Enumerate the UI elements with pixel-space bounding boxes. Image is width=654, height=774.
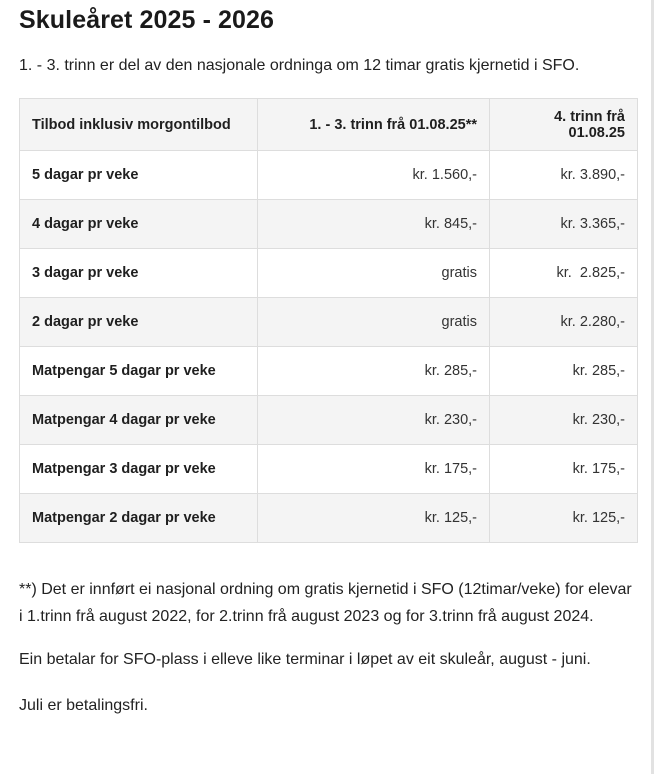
price-grade-1-3: kr. 845,- (258, 200, 490, 249)
row-label: Matpengar 5 dagar pr veke (20, 347, 258, 396)
table-row (20, 396, 638, 445)
price-grade-4: kr. 285,- (490, 347, 638, 396)
footnote-text: **) Det er innført ei nasjonal ordning om gratis kjernetid i SFO (12timar/veke) for elevar i 1.trinn frå august 2022, for 2.trinn frå august 2023 og for 3.trinn frå august 2024. (19, 581, 632, 625)
price-grade-4: kr. 3.365,- (490, 200, 638, 249)
table-row (20, 347, 638, 396)
price-grade-1-3: kr. 1.560,- (258, 151, 490, 200)
header-grade-1-3: 1. - 3. trinn frå 01.08.25** (258, 99, 490, 151)
table-row (20, 298, 638, 347)
table-row (20, 445, 638, 494)
main-content (19, 0, 637, 717)
row-label: 3 dagar pr veke (20, 249, 258, 298)
header-grade-4: 4. trinn frå 01.08.25 (490, 99, 638, 151)
price-grade-4: kr. 230,- (490, 396, 638, 445)
july-note: Juli er betalingsfri. (19, 697, 148, 714)
table-row (20, 249, 638, 298)
intro-text: 1. - 3. trinn er del av den nasjonale ordninga om 12 timar gratis kjernetid i SFO. (19, 57, 580, 74)
payment-note: Ein betalar for SFO-plass i elleve like terminar i løpet av eit skuleår, august - juni. (19, 651, 591, 668)
row-label: 5 dagar pr veke (20, 151, 258, 200)
row-label: 4 dagar pr veke (20, 200, 258, 249)
price-grade-4: kr. 3.890,- (490, 151, 638, 200)
price-grade-4: kr. 125,- (490, 494, 638, 543)
row-label: 2 dagar pr veke (20, 298, 258, 347)
page-title: Skuleåret 2025 - 2026 (19, 6, 275, 34)
table-row (20, 151, 638, 200)
price-grade-4: kr. 2.825,- (490, 249, 638, 298)
price-grade-1-3: kr. 230,- (258, 396, 490, 445)
table-row (20, 494, 638, 543)
row-label: Matpengar 4 dagar pr veke (20, 396, 258, 445)
price-table (19, 98, 638, 543)
row-label: Matpengar 2 dagar pr veke (20, 494, 258, 543)
price-grade-1-3: kr. 175,- (258, 445, 490, 494)
price-grade-1-3: kr. 125,- (258, 494, 490, 543)
price-grade-4: kr. 175,- (490, 445, 638, 494)
price-grade-4: kr. 2.280,- (490, 298, 638, 347)
price-grade-1-3: gratis (258, 249, 490, 298)
row-label: Matpengar 3 dagar pr veke (20, 445, 258, 494)
table-header-row (20, 99, 638, 151)
price-grade-1-3: gratis (258, 298, 490, 347)
table-row (20, 200, 638, 249)
header-offer: Tilbod inklusiv morgontilbod (20, 99, 258, 151)
price-grade-1-3: kr. 285,- (258, 347, 490, 396)
